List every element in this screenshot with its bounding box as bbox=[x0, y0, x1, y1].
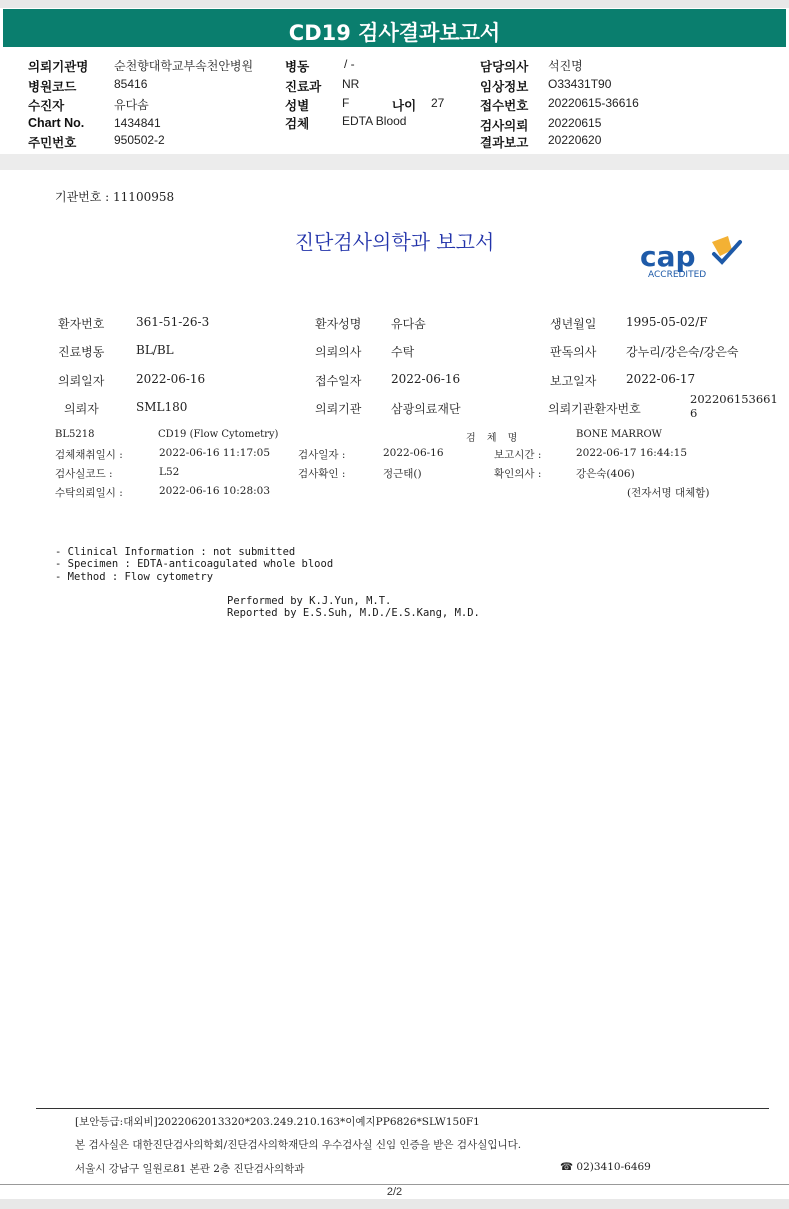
title-bar bbox=[3, 9, 786, 47]
header-value-resident-no: 950502-2 bbox=[114, 133, 165, 147]
header-label-report-date: 결과보고 bbox=[480, 136, 529, 150]
patient-label-ordering-doctor: 의뢰의사 bbox=[315, 345, 362, 359]
note-clinical-info: - Clinical Information : not submitted bbox=[55, 546, 296, 558]
footer-phone: ☎ 02)3410-6469 bbox=[560, 1161, 651, 1173]
cap-accredited-logo bbox=[636, 236, 746, 280]
patient-label-requesting-org: 의뢰기관 bbox=[315, 402, 362, 416]
note-specimen: - Specimen : EDTA-anticoagulated whole blood bbox=[55, 558, 334, 570]
header-label-resident-no: 주민번호 bbox=[28, 136, 77, 150]
collection-time-label: 검체채취일시 : bbox=[55, 449, 123, 461]
page-number: 2/2 bbox=[386, 1186, 403, 1198]
patient-value-birth: 1995-05-02/F bbox=[626, 315, 708, 329]
outsourced-time-label: 수탁의뢰일시 : bbox=[55, 487, 123, 499]
footer-security: [보안등급:대외비]2022062013320*203.249.210.163*이예지PP6826*SLW150F1 bbox=[75, 1116, 480, 1128]
header-value-chart-no: 1434841 bbox=[114, 116, 161, 130]
specimen-label: 검 체 명 bbox=[466, 433, 522, 444]
patient-label-receipt-date: 접수일자 bbox=[315, 374, 362, 388]
test-confirm-label: 검사확인 : bbox=[298, 468, 346, 480]
header-label-hospital-code: 병원코드 bbox=[28, 80, 77, 94]
patient-label-birth: 생년월일 bbox=[550, 317, 597, 331]
footer-address: 서울시 강남구 일원로81 본관 2층 진단검사의학과 bbox=[75, 1163, 305, 1175]
patient-value-org-patient-no-line1: 202206153661 bbox=[690, 392, 778, 406]
patient-value-report-date: 2022-06-17 bbox=[626, 372, 696, 386]
cap-checkmark-icon bbox=[636, 236, 746, 280]
footer-line bbox=[36, 1108, 769, 1109]
header-value-sex: F bbox=[342, 96, 350, 110]
header-value-clinical-info: O33431T90 bbox=[548, 77, 612, 91]
patient-label-requester: 의뢰자 bbox=[64, 402, 99, 416]
collection-time-value: 2022-06-16 11:17:05 bbox=[159, 447, 271, 459]
test-confirm-value: 정근태() bbox=[383, 468, 422, 480]
header-label-doctor: 담당의사 bbox=[480, 60, 529, 74]
patient-value-receipt-date: 2022-06-16 bbox=[391, 372, 461, 386]
patient-value-reading-doctor: 강누리/강은숙/강은숙 bbox=[626, 345, 739, 359]
footer-certification: 본 검사실은 대한진단검사의학회/진단검사의학재단의 우수검사실 신임 인증을 받은 검사실입니다. bbox=[75, 1139, 522, 1151]
header-value-age: 27 bbox=[431, 96, 445, 110]
patient-label-report-date: 보고일자 bbox=[550, 374, 597, 388]
patient-label-ward: 진료병동 bbox=[58, 345, 105, 359]
header-value-patient: 유다솜 bbox=[114, 98, 149, 112]
patient-value-requesting-org: 삼광의료재단 bbox=[391, 402, 461, 416]
institution-number: 기관번호 : 11100958 bbox=[55, 190, 175, 204]
header-divider bbox=[0, 154, 789, 170]
header-label-clinical-info: 임상정보 bbox=[480, 80, 529, 94]
header-value-report-date: 20220620 bbox=[548, 133, 602, 147]
page-separator bbox=[0, 1184, 789, 1185]
header-label-receipt-no: 접수번호 bbox=[480, 99, 529, 113]
patient-label-request-date: 의뢰일자 bbox=[58, 374, 105, 388]
header-label-request-date: 검사의뢰 bbox=[480, 119, 529, 133]
patient-label-id: 환자번호 bbox=[58, 317, 105, 331]
report-title: 진단검사의학과 보고서 bbox=[294, 230, 495, 254]
header-value-ward: / - bbox=[344, 57, 355, 71]
confirm-doctor-label: 확인의사 : bbox=[494, 468, 542, 480]
header-value-receipt-no: 20220615-36616 bbox=[548, 96, 639, 110]
header-label-chart-no: Chart No. bbox=[28, 116, 85, 130]
report-time-value: 2022-06-17 16:44:15 bbox=[576, 447, 688, 459]
test-name: CD19 (Flow Cytometry) bbox=[158, 429, 279, 440]
top-gray-strip bbox=[0, 0, 789, 8]
cap-logo-sub: ACCREDITED bbox=[648, 270, 707, 280]
header-label-age: 나이 bbox=[392, 99, 417, 113]
header-label-patient: 수진자 bbox=[28, 99, 65, 113]
patient-label-reading-doctor: 판독의사 bbox=[550, 345, 597, 359]
specimen-value: BONE MARROW bbox=[576, 429, 662, 440]
test-date-value: 2022-06-16 bbox=[383, 447, 444, 459]
header-value-institution: 순천향대학교부속천안병원 bbox=[114, 59, 254, 73]
patient-label-org-patient-no: 의뢰기관환자번호 bbox=[548, 402, 641, 416]
cap-logo-text: cap bbox=[640, 240, 696, 273]
note-method: - Method : Flow cytometry bbox=[55, 571, 214, 583]
performed-by: Performed by K.J.Yun, M.T. bbox=[227, 595, 392, 607]
patient-value-ordering-doctor: 수탁 bbox=[391, 345, 415, 359]
lab-code-value: L52 bbox=[159, 466, 180, 478]
patient-value-requester: SML180 bbox=[136, 400, 188, 414]
patient-value-org-patient-no-line2: 6 bbox=[690, 406, 698, 420]
report-time-label: 보고시간 : bbox=[494, 449, 542, 461]
header-value-hospital-code: 85416 bbox=[114, 77, 148, 91]
header-label-department: 진료과 bbox=[285, 80, 322, 94]
reported-by: Reported by E.S.Suh, M.D./E.S.Kang, M.D. bbox=[227, 607, 480, 619]
test-date-label: 검사일자 : bbox=[298, 449, 346, 461]
header-value-specimen: EDTA Blood bbox=[342, 114, 407, 128]
header-label-institution: 의뢰기관명 bbox=[28, 60, 89, 74]
test-code: BL5218 bbox=[55, 429, 95, 440]
header-value-doctor: 석진명 bbox=[548, 59, 583, 73]
header-label-ward: 병동 bbox=[285, 60, 310, 74]
confirm-doctor-value: 강은숙(406) bbox=[576, 468, 635, 480]
patient-value-ward: BL/BL bbox=[136, 343, 174, 357]
document-title: CD19 검사결과보고서 bbox=[288, 21, 501, 45]
bottom-gray-strip bbox=[0, 1199, 789, 1209]
lab-code-label: 검사실코드 : bbox=[55, 468, 113, 480]
patient-value-id: 361-51-26-3 bbox=[136, 315, 210, 329]
signature-note: (전자서명 대체함) bbox=[627, 487, 710, 499]
patient-value-name: 유다솜 bbox=[391, 317, 426, 331]
header-value-department: NR bbox=[342, 77, 360, 91]
patient-label-name: 환자성명 bbox=[315, 317, 362, 331]
patient-value-request-date: 2022-06-16 bbox=[136, 372, 206, 386]
header-label-specimen: 검체 bbox=[285, 117, 310, 131]
header-value-request-date: 20220615 bbox=[548, 116, 602, 130]
outsourced-time-value: 2022-06-16 10:28:03 bbox=[159, 485, 271, 497]
header-label-sex: 성별 bbox=[285, 99, 310, 113]
